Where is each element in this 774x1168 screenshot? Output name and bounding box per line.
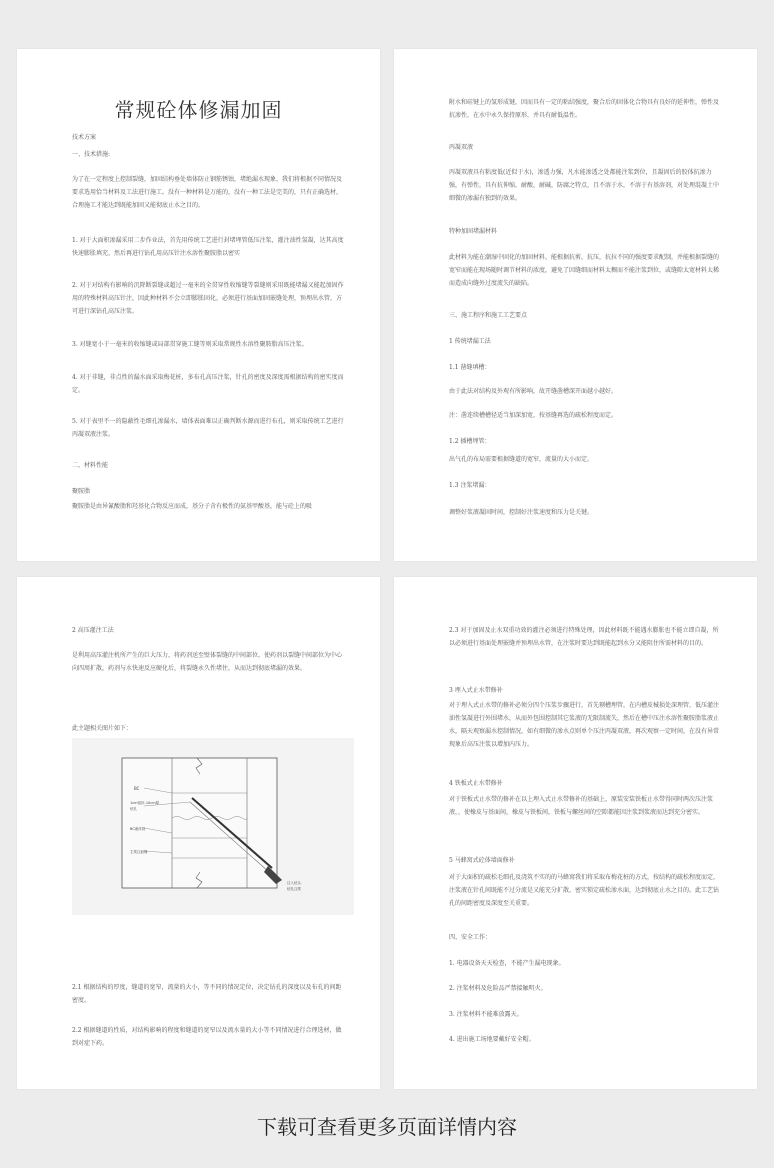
- page3-paragraph: 2 高压灌注工法: [72, 627, 114, 634]
- page2-paragraph: 此材料为能在潮湿中固化的加固材料，能根据抗剪，抗压，抗拉不同的强度要求配制，并能根据裂缝的宽窄而能在现场随时调节材料的浓度，避免了因缝细而材料太稠而不能注浆到位，或缝隙太宽材料太稀而造成向缝外过度流失的缺陷。: [449, 254, 720, 287]
- document-page-3: [17, 577, 380, 1089]
- page1-paragraph: 5. 对于表里不一的隐蔽性毛细孔渗漏水，墙体表面难以正确判断水源而进行布孔，则采取传统工艺进行丙凝双液注浆。: [72, 418, 344, 438]
- page3-paragraph: 是利用高压灌注机所产生的巨大压力，将药剂送至壁体裂缝的中间部位，使药剂以裂缝中间部位为中心向四周扩散，药剂与水快速反应硬化后，将裂缝永久性堵住，从而达到彻底堵漏的效果。: [72, 652, 343, 672]
- page2-paragraph: 调整好浆液凝固时间，控制好注浆速度和压力是关键。: [449, 509, 594, 516]
- page2-paragraph: 1.2 插槽埋管：: [449, 438, 491, 445]
- construction-diagram: [72, 738, 354, 915]
- document-title: 常规砼体修漏加固: [114, 98, 283, 122]
- page2-paragraph: 特种加固堵漏材料: [449, 228, 498, 235]
- page2-paragraph: 由于此法对结构及外观有所影响，故开缝凿槽深开面越小越好。: [449, 388, 618, 395]
- page4-paragraph: 4. 进出施工场地要戴好安全帽。: [449, 1036, 535, 1043]
- page2-paragraph: 丙凝双液具有粘度低(近似于水)，渗透力强，凡水能渗透之处都能注浆到位，且凝固后的胶体抗渗力强，有弹性，具有抗伸缩，耐酸，耐碱，防腐之特点，且不溶于水，不溶于有基溶剂，对处理混凝土中细微的渗漏有独到的效果。: [449, 169, 720, 202]
- page2-paragraph: 出气孔的布局需要根据缝道的宽窄，流量的大小而定。: [449, 456, 594, 463]
- page4-paragraph: 四、安全工作：: [449, 934, 492, 941]
- page3-paragraph: 此主题相关图片如下：: [72, 725, 133, 732]
- diagram-label-pipe: BC液体管: [130, 827, 146, 831]
- page3-paragraph: 2.1 根据结构的厚度，缝道的宽窄，流量的大小，等不同的情况定位，决定钻孔的深度以及布孔的间距密度。: [72, 984, 342, 1004]
- page4-paragraph: 5 马蜂窝式砼体墙面修补: [449, 857, 515, 864]
- page1-paragraph: 技术方案: [72, 134, 97, 141]
- page1-paragraph: 聚胺脂: [72, 488, 91, 495]
- page4-paragraph: 3. 注浆材料不能难放露天。: [449, 1011, 523, 1018]
- page4-paragraph: 1. 电器设备天天检查，不能产生漏电现象。: [449, 960, 565, 967]
- page4-paragraph: 对于铁板式止水带的修补在以上埋入式止水带修补的基础上，原装安装铁板止水带得同时两次压注浆液，，使橡皮与基面间，橡皮与铁板间，铁板与螺丝间的空隙都能因注浆到浆液而达到充分密实。: [449, 796, 714, 816]
- page2-paragraph: 1 传统堵漏工法: [449, 338, 491, 345]
- page2-paragraph: 1.3 注浆堵漏：: [449, 482, 491, 489]
- diagram-label-injector: 主浆注射筒: [130, 850, 148, 854]
- page1-paragraph: 聚胺脂是由异氰酸脂和羟基化合物反应而成，基分子含有极性的氨基甲酸基，能与砼上的吸: [72, 503, 313, 510]
- document-page-1: [17, 49, 380, 561]
- page1-paragraph: 1. 对于大面积渗漏采用二步作业法，首先用传统工艺进行封堵埋管低压注浆，灌注油性氢凝，达其高度快速膨胀填充，然后再进行钻孔用高压针注水溶性聚胺脂以密实: [72, 237, 344, 257]
- page3-paragraph: 2.2 根据缝道的性质，对结构影响的程度和缝道的宽窄以及流水量的大小等不同情况进行合理选材，做到对症下药。: [72, 1027, 342, 1047]
- diagram-label-bc: BC: [134, 786, 140, 791]
- page1-paragraph: 二、材料性能: [72, 462, 109, 469]
- page4-paragraph: 2.3 对于加固及止水双重功效的灌注必须进行特殊处理，因此材料既不能遇水膨胀也不能立即自凝，所以必须进行基面处理嵌缝并预埋出水管，在注浆时要达到既能起到水分又能阻住所需材料的目的。: [449, 627, 719, 647]
- page1-paragraph: 一、技术措施:: [72, 151, 111, 158]
- page1-paragraph: 4. 对于非缝，非点性的漏水面采取梅花桩，多布孔高压注浆，针孔的密度及深度需根据结构的密实度而定。: [72, 374, 344, 394]
- page2-paragraph: 三、施工程序和施工工艺要点: [449, 312, 528, 319]
- document-page-2: [394, 49, 757, 561]
- page2-paragraph: 丙凝双液: [449, 144, 474, 151]
- diagram-label-drill-grout: 钻孔注浆: [287, 887, 301, 891]
- diagram-label-drill: 注入钻头: [287, 881, 301, 885]
- page4-paragraph: 对于大面积的疏松毛细孔及浇筑不实的的马蜂窝我们将采取布梅花桩的方式，按结构的疏松程度而定，注浆液在针孔间既能不过分流是又能充分扩散，密实锁定疏松渗水面，达到彻底止水之目的。此工艺钻孔的间距密度及深度至关重要。: [449, 874, 720, 907]
- page4-paragraph: 4 铁板式止水带修补: [449, 780, 503, 787]
- diagram-label-width: 1cm宽折-10cm厚: [130, 801, 160, 805]
- page2-paragraph: 附水和硅键上的氢形成键，因而具有一定的粘结强度，聚合后的固体化合物具有良好的延伸性，弹性及抗渗性，在水中永久保持原形，并具有耐低温性。: [449, 99, 720, 119]
- page4-paragraph: 2. 注浆材料及危险品严禁接触明火。: [449, 985, 547, 992]
- download-prompt: 下载可查看更多页面详情内容: [257, 1115, 517, 1139]
- page2-paragraph: 1.1 凿缝填槽：: [449, 364, 491, 371]
- page1-paragraph: 3. 对缝宽小于一毫米的收缩缝或局部贯穿施工缝等则采取常规性水溶性聚胺脂高压注浆。: [72, 341, 308, 348]
- diagram-svg: [72, 738, 354, 915]
- page4-paragraph: 对于埋入式止水带的修补必须分四个压浆步骤进行，首先剔槽埋管，在内槽皮械损处深理管，低压灌注油性氢凝进行外围堵水，从而外包围控制其它浆液的无限制流失，然后在槽中压注水溶性聚胺脂浆液止水，隔天观察漏水控制情况，如有细微的渗水点则单个压注丙凝双液，再次观察一定时间，在没有异常现象后高压注浆以增加内压力。: [449, 702, 720, 748]
- page2-paragraph: 注：凿连续槽槽径适当加深加宽，按基缝再选的疏松程度而定。: [449, 412, 618, 419]
- diagram-label-hole: 钻孔: [130, 807, 137, 811]
- document-page-4: [394, 577, 757, 1089]
- page1-paragraph: 为了在一定程度上控制裂缝，加固结构垂处墙体防止钢筋锈蚀，堵绝漏水现象，我们将根据不同情况及要求选用恰当材料及工法进行施工。没有一种材料是万能的，没有一种工法是完美的，只有正确选材，合理施工才能达到既能加固又能彻底止水之目的。: [72, 176, 343, 209]
- page1-paragraph: 2. 对于对结构有影响的沉降断裂缝或超过一毫米的全贯穿性收缩缝等裂缝则采用既能堵漏又能起加固作用的特殊材料高压针注，因此种材料不会立即膨胀固化，必须进行基面加固嵌缝处理，预埋出水管，方可进行深钻孔高压注浆。: [72, 282, 344, 315]
- page4-paragraph: 3 埋入式止水带修补: [449, 687, 503, 694]
